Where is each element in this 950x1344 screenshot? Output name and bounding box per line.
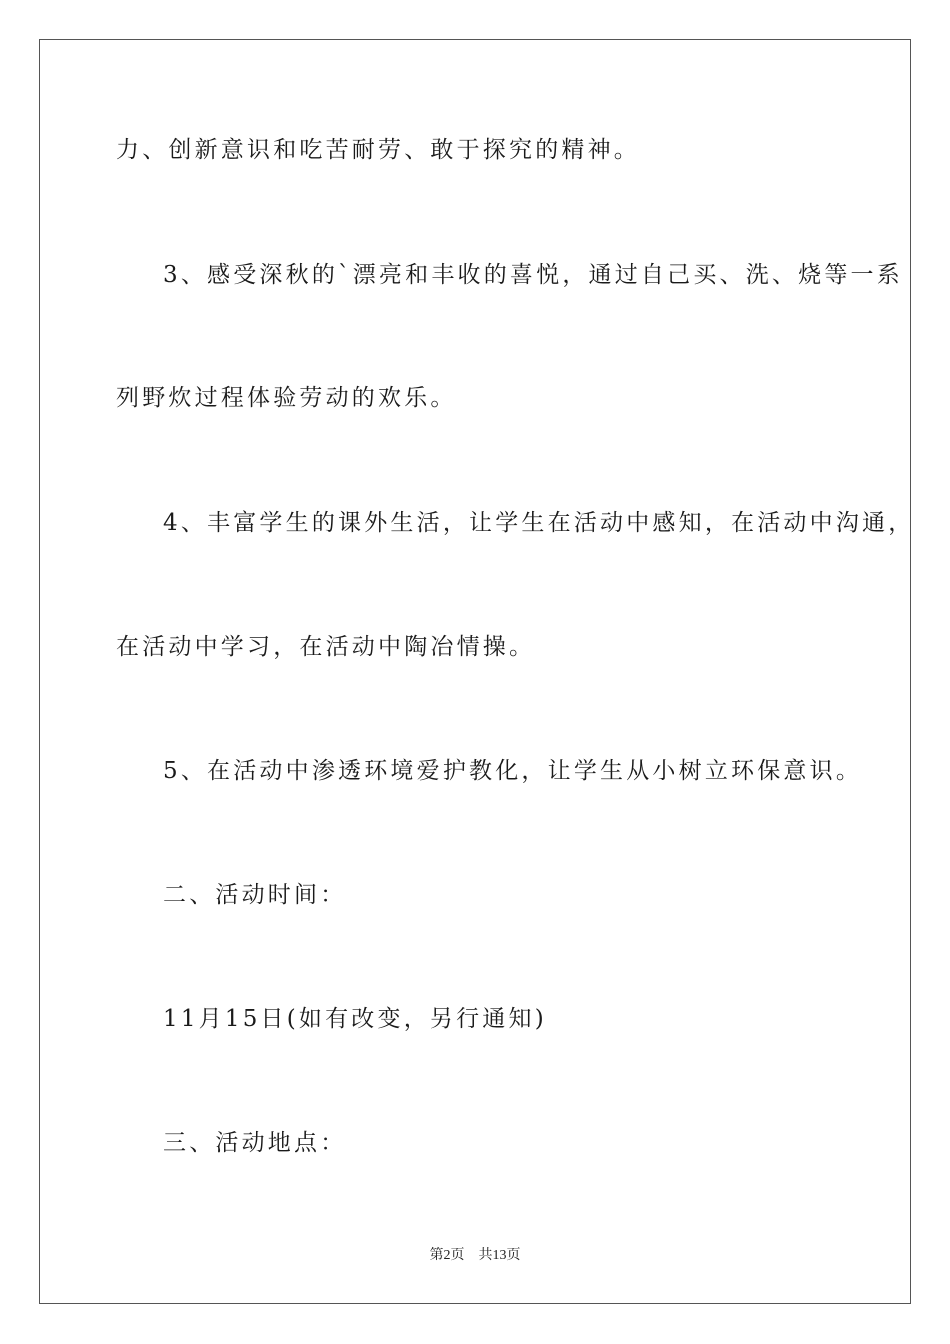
- text-line: 力、创新意识和吃苦耐劳、敢于探究的精神。: [116, 137, 640, 163]
- page-number: 第2页: [429, 1248, 465, 1263]
- text-line: 在活动中学习，在活动中陶冶情操。: [116, 634, 536, 660]
- page-border: [39, 39, 911, 1304]
- text-line: 11月15日(如有改变，另行通知): [163, 1006, 547, 1032]
- page-footer: [0, 1247, 950, 1265]
- text-line: 列野炊过程体验劳动的欢乐。: [116, 385, 457, 411]
- text-line: 4、丰富学生的课外生活，让学生在活动中感知，在活动中沟通，: [163, 510, 915, 536]
- section-heading: 二、活动时间：: [163, 882, 347, 908]
- section-heading: 三、活动地点：: [163, 1130, 347, 1156]
- text-line: 5、在活动中渗透环境爱护教化，让学生从小树立环保意识。: [163, 758, 863, 784]
- text-line: 3、感受深秋的`漂亮和丰收的喜悦，通过自己买、洗、烧等一系: [163, 262, 903, 288]
- page-total: 共13页: [478, 1248, 521, 1263]
